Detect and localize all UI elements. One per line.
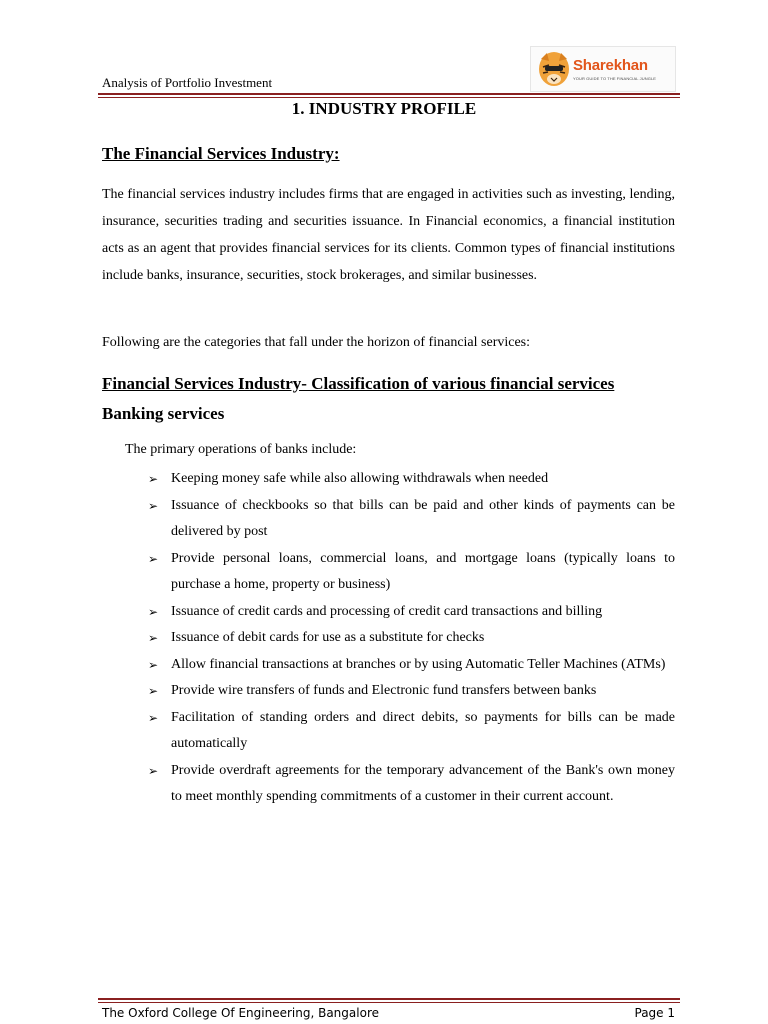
subheading-financial-services-industry: The Financial Services Industry:: [102, 144, 340, 163]
arrow-bullet-icon: ➢: [148, 631, 159, 645]
footer-rule-thin: [98, 1002, 680, 1003]
list-item: [148, 546, 675, 599]
arrow-bullet-icon: ➢: [148, 604, 159, 619]
footer-page-number: Page 1: [634, 1006, 675, 1020]
paragraph-banks-operations: The primary operations of banks include:: [125, 442, 357, 457]
arrow-bullet-icon: ➢: [148, 498, 159, 513]
list-item-text: Issuance of debit cards for use as a substitute for checks: [171, 630, 485, 645]
list-item: [148, 758, 675, 811]
tiger-mascot-icon: [535, 49, 573, 89]
list-item: [148, 466, 675, 493]
paragraph-intro: The financial services industry includes firms that are engaged in activities such as investing, lending, insurance, securities trading and securities issuance. In Financial economics, a financial institution acts as an agent that provides financial services for its clients. Common types of financial institutions include banks, insurance, securities, stock brokerages, and similar businesses.: [102, 187, 675, 283]
header-title: Analysis of Portfolio Investment: [102, 75, 273, 90]
arrow-bullet-icon: ➢: [148, 551, 159, 566]
list-item: [148, 678, 675, 705]
list-item-text: Provide wire transfers of funds and Electronic fund transfers between banks: [171, 683, 597, 698]
footer-college-name: The Oxford College Of Engineering, Bangalore: [102, 1006, 379, 1020]
list-item: [148, 652, 675, 679]
list-item: [148, 705, 675, 758]
header-rule-thin: [98, 97, 680, 98]
footer-rule-thick: [98, 998, 680, 1000]
list-item-text: Facilitation of standing orders and direct debits, so payments for bills can be made automatically: [171, 709, 675, 751]
list-item-text: Allow financial transactions at branches or by using Automatic Teller Machines (ATMs): [171, 656, 666, 672]
header-rule-thick: [98, 93, 680, 95]
list-item-text: Issuance of checkbooks so that bills can be paid and other kinds of payments can be delivered by post: [171, 497, 675, 539]
subheading-classification: Financial Services Industry- Classification of various financial services: [102, 374, 615, 393]
subheading-banking-services: Banking services: [102, 404, 225, 423]
list-item-text: Issuance of credit cards and processing of credit card transactions and billing: [171, 603, 603, 619]
sharekhan-logo: [530, 46, 676, 92]
arrow-bullet-icon: ➢: [148, 472, 159, 486]
bank-operations-list: [148, 466, 675, 811]
list-item: [148, 493, 675, 546]
arrow-bullet-icon: ➢: [148, 710, 159, 725]
list-item: [148, 625, 675, 652]
arrow-bullet-icon: ➢: [148, 684, 159, 698]
list-item: [148, 599, 675, 626]
list-item-text: Keeping money safe while also allowing withdrawals when needed: [171, 471, 549, 486]
arrow-bullet-icon: ➢: [148, 657, 159, 672]
paragraph-categories: Following are the categories that fall under the horizon of financial services:: [102, 335, 531, 350]
logo-brand-text: Sharekhan: [573, 57, 648, 74]
logo-tagline: YOUR GUIDE TO THE FINANCIAL JUNGLE: [573, 76, 657, 81]
list-item-text: Provide overdraft agreements for the temporary advancement of the Bank's own money to meet monthly spending commitments of a customer in their current account.: [171, 762, 675, 804]
arrow-bullet-icon: ➢: [148, 763, 159, 778]
list-item-text: Provide personal loans, commercial loans, and mortgage loans (typically loans to purchase a home, property or business): [171, 550, 675, 592]
section-heading: 1. INDUSTRY PROFILE: [291, 99, 477, 118]
